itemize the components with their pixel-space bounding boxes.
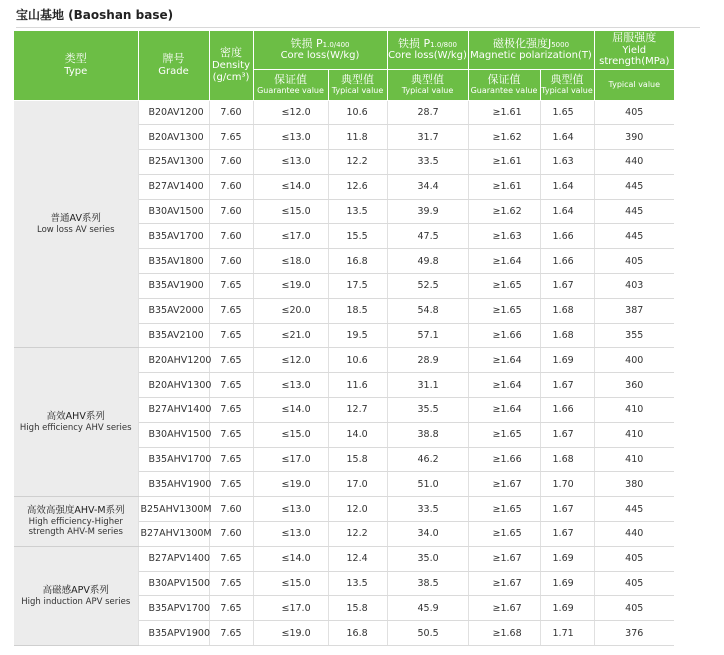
header-loss400-typical: 典型值 Typical value bbox=[328, 69, 387, 100]
mag-guarantee-cell: ≥1.66 bbox=[468, 447, 540, 472]
table-header bbox=[14, 31, 674, 100]
mag-typical-cell: 1.68 bbox=[540, 447, 594, 472]
grade-cell: B35AV1700 bbox=[138, 224, 209, 249]
loss800-typical-cell: 38.8 bbox=[387, 422, 468, 447]
series-cell bbox=[14, 546, 138, 645]
mag-guarantee-cell: ≥1.66 bbox=[468, 323, 540, 348]
header-yield-strength: 屈服强度 Yield strength(MPa) bbox=[594, 31, 674, 69]
mag-guarantee-cell: ≥1.65 bbox=[468, 298, 540, 323]
loss800-typical-cell: 34.0 bbox=[387, 522, 468, 547]
table-row bbox=[14, 100, 674, 125]
density-cell: 7.65 bbox=[209, 125, 253, 150]
loss800-typical-cell: 28.9 bbox=[387, 348, 468, 373]
density-cell: 7.65 bbox=[209, 373, 253, 398]
density-cell: 7.60 bbox=[209, 150, 253, 175]
density-cell: 7.65 bbox=[209, 398, 253, 423]
loss800-typical-cell: 52.5 bbox=[387, 274, 468, 299]
loss800-typical-cell: 50.5 bbox=[387, 621, 468, 646]
yield-cell: 440 bbox=[594, 522, 674, 547]
yield-cell: 445 bbox=[594, 497, 674, 522]
series-name-zh: 普通AV系列 bbox=[50, 212, 101, 224]
series-cell bbox=[14, 497, 138, 547]
loss400-typical-cell: 16.8 bbox=[328, 621, 387, 646]
yield-cell: 405 bbox=[594, 100, 674, 125]
loss800-typical-cell: 31.7 bbox=[387, 125, 468, 150]
mag-typical-cell: 1.65 bbox=[540, 100, 594, 125]
mag-typical-cell: 1.67 bbox=[540, 522, 594, 547]
mag-guarantee-cell: ≥1.65 bbox=[468, 422, 540, 447]
density-cell: 7.60 bbox=[209, 249, 253, 274]
loss400-guarantee-cell: ≤15.0 bbox=[253, 422, 328, 447]
loss400-guarantee-cell: ≤12.0 bbox=[253, 348, 328, 373]
mag-guarantee-cell: ≥1.67 bbox=[468, 546, 540, 571]
grade-cell: B30AV1500 bbox=[138, 199, 209, 224]
loss400-typical-cell: 10.6 bbox=[328, 348, 387, 373]
mag-typical-cell: 1.66 bbox=[540, 398, 594, 423]
loss400-guarantee-cell: ≤17.0 bbox=[253, 596, 328, 621]
yield-cell: 410 bbox=[594, 398, 674, 423]
mag-guarantee-cell: ≥1.65 bbox=[468, 522, 540, 547]
grade-cell: B27APV1400 bbox=[138, 546, 209, 571]
loss800-typical-cell: 34.4 bbox=[387, 174, 468, 199]
loss400-typical-cell: 10.6 bbox=[328, 100, 387, 125]
loss800-typical-cell: 45.9 bbox=[387, 596, 468, 621]
grade-cell: B20AHV1200 bbox=[138, 348, 209, 373]
grade-cell: B25AHV1300M bbox=[138, 497, 209, 522]
density-cell: 7.60 bbox=[209, 522, 253, 547]
density-cell: 7.65 bbox=[209, 596, 253, 621]
grade-cell: B27AHV1400 bbox=[138, 398, 209, 423]
series-name-zh: 高效AHV系列 bbox=[46, 411, 105, 423]
grade-cell: B20AV1200 bbox=[138, 100, 209, 125]
mag-guarantee-cell: ≥1.68 bbox=[468, 621, 540, 646]
mag-typical-cell: 1.67 bbox=[540, 274, 594, 299]
header-grade: 牌号 Grade bbox=[138, 31, 209, 100]
mag-typical-cell: 1.69 bbox=[540, 348, 594, 373]
table-body bbox=[14, 100, 674, 646]
loss800-typical-cell: 33.5 bbox=[387, 150, 468, 175]
mag-typical-cell: 1.67 bbox=[540, 497, 594, 522]
loss400-typical-cell: 13.5 bbox=[328, 199, 387, 224]
yield-cell: 405 bbox=[594, 596, 674, 621]
grade-cell: B25AV1300 bbox=[138, 150, 209, 175]
table-row bbox=[14, 348, 674, 373]
loss400-guarantee-cell: ≤19.0 bbox=[253, 472, 328, 497]
series-cell bbox=[14, 100, 138, 348]
loss800-typical-cell: 28.7 bbox=[387, 100, 468, 125]
loss800-typical-cell: 46.2 bbox=[387, 447, 468, 472]
series-name-en: High efficiency-Higher strength AHV-M series bbox=[28, 516, 123, 538]
mag-guarantee-cell: ≥1.62 bbox=[468, 125, 540, 150]
series-name-zh: 高效高强度AHV-M系列 bbox=[26, 504, 125, 516]
mag-typical-cell: 1.68 bbox=[540, 298, 594, 323]
loss800-typical-cell: 35.5 bbox=[387, 398, 468, 423]
density-cell: 7.60 bbox=[209, 224, 253, 249]
loss400-typical-cell: 12.4 bbox=[328, 546, 387, 571]
loss400-guarantee-cell: ≤21.0 bbox=[253, 323, 328, 348]
loss400-guarantee-cell: ≤15.0 bbox=[253, 199, 328, 224]
loss400-typical-cell: 17.0 bbox=[328, 472, 387, 497]
table-row bbox=[14, 546, 674, 571]
yield-cell: 376 bbox=[594, 621, 674, 646]
mag-guarantee-cell: ≥1.67 bbox=[468, 472, 540, 497]
density-cell: 7.65 bbox=[209, 571, 253, 596]
density-cell: 7.65 bbox=[209, 348, 253, 373]
yield-cell: 405 bbox=[594, 571, 674, 596]
yield-cell: 400 bbox=[594, 348, 674, 373]
mag-typical-cell: 1.69 bbox=[540, 571, 594, 596]
loss400-guarantee-cell: ≤13.0 bbox=[253, 497, 328, 522]
mag-guarantee-cell: ≥1.61 bbox=[468, 100, 540, 125]
mag-guarantee-cell: ≥1.62 bbox=[468, 199, 540, 224]
density-cell: 7.65 bbox=[209, 621, 253, 646]
mag-guarantee-cell: ≥1.64 bbox=[468, 373, 540, 398]
loss400-typical-cell: 16.8 bbox=[328, 249, 387, 274]
loss400-typical-cell: 19.5 bbox=[328, 323, 387, 348]
mag-typical-cell: 1.71 bbox=[540, 621, 594, 646]
grade-cell: B35AHV1900 bbox=[138, 472, 209, 497]
header-yield-typical: Typical value bbox=[594, 69, 674, 100]
loss400-typical-cell: 15.8 bbox=[328, 596, 387, 621]
mag-typical-cell: 1.66 bbox=[540, 249, 594, 274]
loss800-typical-cell: 57.1 bbox=[387, 323, 468, 348]
loss800-typical-cell: 51.0 bbox=[387, 472, 468, 497]
mag-guarantee-cell: ≥1.63 bbox=[468, 224, 540, 249]
header-type: 类型 Type bbox=[14, 31, 138, 100]
loss800-typical-cell: 54.8 bbox=[387, 298, 468, 323]
grade-cell: B30AHV1500 bbox=[138, 422, 209, 447]
loss400-guarantee-cell: ≤13.0 bbox=[253, 522, 328, 547]
series-name-en: High efficiency AHV series bbox=[19, 422, 132, 433]
mag-typical-cell: 1.69 bbox=[540, 546, 594, 571]
yield-cell: 440 bbox=[594, 150, 674, 175]
mag-typical-cell: 1.63 bbox=[540, 150, 594, 175]
mag-typical-cell: 1.70 bbox=[540, 472, 594, 497]
yield-cell: 445 bbox=[594, 199, 674, 224]
yield-cell: 445 bbox=[594, 174, 674, 199]
yield-cell: 445 bbox=[594, 224, 674, 249]
loss800-typical-cell: 47.5 bbox=[387, 224, 468, 249]
yield-cell: 410 bbox=[594, 447, 674, 472]
loss400-guarantee-cell: ≤17.0 bbox=[253, 447, 328, 472]
grade-cell: B20AHV1300 bbox=[138, 373, 209, 398]
loss400-typical-cell: 12.6 bbox=[328, 174, 387, 199]
loss400-typical-cell: 15.5 bbox=[328, 224, 387, 249]
loss400-typical-cell: 15.8 bbox=[328, 447, 387, 472]
header-mag-guarantee: 保证值 Guarantee value bbox=[468, 69, 540, 100]
mag-guarantee-cell: ≥1.61 bbox=[468, 174, 540, 199]
loss400-typical-cell: 17.5 bbox=[328, 274, 387, 299]
density-cell: 7.65 bbox=[209, 298, 253, 323]
density-cell: 7.65 bbox=[209, 323, 253, 348]
header-core-loss-800: 铁损 P1.0/800 Core loss(W/kg) bbox=[387, 31, 468, 69]
yield-cell: 405 bbox=[594, 249, 674, 274]
loss800-typical-cell: 35.0 bbox=[387, 546, 468, 571]
grade-cell: B27AV1400 bbox=[138, 174, 209, 199]
grade-cell: B35APV1900 bbox=[138, 621, 209, 646]
loss400-guarantee-cell: ≤15.0 bbox=[253, 571, 328, 596]
loss800-typical-cell: 31.1 bbox=[387, 373, 468, 398]
series-name-zh: 高磁感APV系列 bbox=[42, 584, 109, 596]
loss400-typical-cell: 12.7 bbox=[328, 398, 387, 423]
mag-guarantee-cell: ≥1.65 bbox=[468, 274, 540, 299]
loss400-guarantee-cell: ≤14.0 bbox=[253, 398, 328, 423]
grade-cell: B35AV2100 bbox=[138, 323, 209, 348]
mag-typical-cell: 1.64 bbox=[540, 199, 594, 224]
loss400-guarantee-cell: ≤20.0 bbox=[253, 298, 328, 323]
yield-cell: 355 bbox=[594, 323, 674, 348]
density-cell: 7.65 bbox=[209, 422, 253, 447]
loss400-typical-cell: 11.6 bbox=[328, 373, 387, 398]
yield-cell: 410 bbox=[594, 422, 674, 447]
mag-guarantee-cell: ≥1.64 bbox=[468, 249, 540, 274]
loss800-typical-cell: 38.5 bbox=[387, 571, 468, 596]
mag-typical-cell: 1.68 bbox=[540, 323, 594, 348]
loss400-typical-cell: 12.2 bbox=[328, 522, 387, 547]
density-cell: 7.65 bbox=[209, 274, 253, 299]
mag-guarantee-cell: ≥1.67 bbox=[468, 596, 540, 621]
loss400-guarantee-cell: ≤13.0 bbox=[253, 373, 328, 398]
loss400-typical-cell: 11.8 bbox=[328, 125, 387, 150]
loss800-typical-cell: 39.9 bbox=[387, 199, 468, 224]
series-name-en: Low loss AV series bbox=[36, 224, 115, 235]
loss800-typical-cell: 33.5 bbox=[387, 497, 468, 522]
density-cell: 7.65 bbox=[209, 472, 253, 497]
mag-typical-cell: 1.64 bbox=[540, 125, 594, 150]
title-divider bbox=[16, 27, 700, 28]
yield-cell: 405 bbox=[594, 546, 674, 571]
density-cell: 7.65 bbox=[209, 546, 253, 571]
loss400-typical-cell: 18.5 bbox=[328, 298, 387, 323]
grade-cell: B30APV1500 bbox=[138, 571, 209, 596]
mag-typical-cell: 1.67 bbox=[540, 373, 594, 398]
loss400-guarantee-cell: ≤13.0 bbox=[253, 150, 328, 175]
mag-typical-cell: 1.67 bbox=[540, 422, 594, 447]
density-cell: 7.65 bbox=[209, 447, 253, 472]
grade-cell: B35AHV1700 bbox=[138, 447, 209, 472]
density-cell: 7.60 bbox=[209, 497, 253, 522]
grade-cell: B27AHV1300M bbox=[138, 522, 209, 547]
mag-guarantee-cell: ≥1.64 bbox=[468, 398, 540, 423]
spec-table bbox=[14, 31, 674, 646]
loss400-guarantee-cell: ≤14.0 bbox=[253, 546, 328, 571]
yield-cell: 360 bbox=[594, 373, 674, 398]
header-core-loss-400: 铁损 P1.0/400 Core loss(W/kg) bbox=[253, 31, 387, 69]
loss800-typical-cell: 49.8 bbox=[387, 249, 468, 274]
header-loss800-typical: 典型值 Typical value bbox=[387, 69, 468, 100]
mag-typical-cell: 1.69 bbox=[540, 596, 594, 621]
loss400-guarantee-cell: ≤14.0 bbox=[253, 174, 328, 199]
header-density: 密度 Density (g/cm³) bbox=[209, 31, 253, 100]
mag-guarantee-cell: ≥1.61 bbox=[468, 150, 540, 175]
loss400-guarantee-cell: ≤12.0 bbox=[253, 100, 328, 125]
mag-guarantee-cell: ≥1.67 bbox=[468, 571, 540, 596]
yield-cell: 403 bbox=[594, 274, 674, 299]
series-name-en: High induction APV series bbox=[21, 596, 131, 607]
loss400-guarantee-cell: ≤18.0 bbox=[253, 249, 328, 274]
grade-cell: B35AV1800 bbox=[138, 249, 209, 274]
yield-cell: 380 bbox=[594, 472, 674, 497]
density-cell: 7.60 bbox=[209, 174, 253, 199]
mag-typical-cell: 1.64 bbox=[540, 174, 594, 199]
loss400-typical-cell: 12.2 bbox=[328, 150, 387, 175]
loss400-typical-cell: 13.5 bbox=[328, 571, 387, 596]
grade-cell: B20AV1300 bbox=[138, 125, 209, 150]
table-row bbox=[14, 497, 674, 522]
header-loss400-guarantee: 保证值 Guarantee value bbox=[253, 69, 328, 100]
density-cell: 7.60 bbox=[209, 199, 253, 224]
mag-guarantee-cell: ≥1.65 bbox=[468, 497, 540, 522]
grade-cell: B35AV2000 bbox=[138, 298, 209, 323]
yield-cell: 387 bbox=[594, 298, 674, 323]
loss400-guarantee-cell: ≤19.0 bbox=[253, 621, 328, 646]
density-cell: 7.60 bbox=[209, 100, 253, 125]
header-magnetic-polarization: 磁极化强度J5000 Magnetic polarization(T) bbox=[468, 31, 594, 69]
yield-cell: 390 bbox=[594, 125, 674, 150]
loss400-guarantee-cell: ≤13.0 bbox=[253, 125, 328, 150]
grade-cell: B35AV1900 bbox=[138, 274, 209, 299]
header-mag-typical: 典型值 Typical value bbox=[540, 69, 594, 100]
page-title: 宝山基地 (Baoshan base) bbox=[16, 8, 174, 22]
loss400-typical-cell: 14.0 bbox=[328, 422, 387, 447]
series-cell bbox=[14, 348, 138, 497]
loss400-typical-cell: 12.0 bbox=[328, 497, 387, 522]
mag-guarantee-cell: ≥1.64 bbox=[468, 348, 540, 373]
loss400-guarantee-cell: ≤17.0 bbox=[253, 224, 328, 249]
mag-typical-cell: 1.66 bbox=[540, 224, 594, 249]
grade-cell: B35APV1700 bbox=[138, 596, 209, 621]
loss400-guarantee-cell: ≤19.0 bbox=[253, 274, 328, 299]
